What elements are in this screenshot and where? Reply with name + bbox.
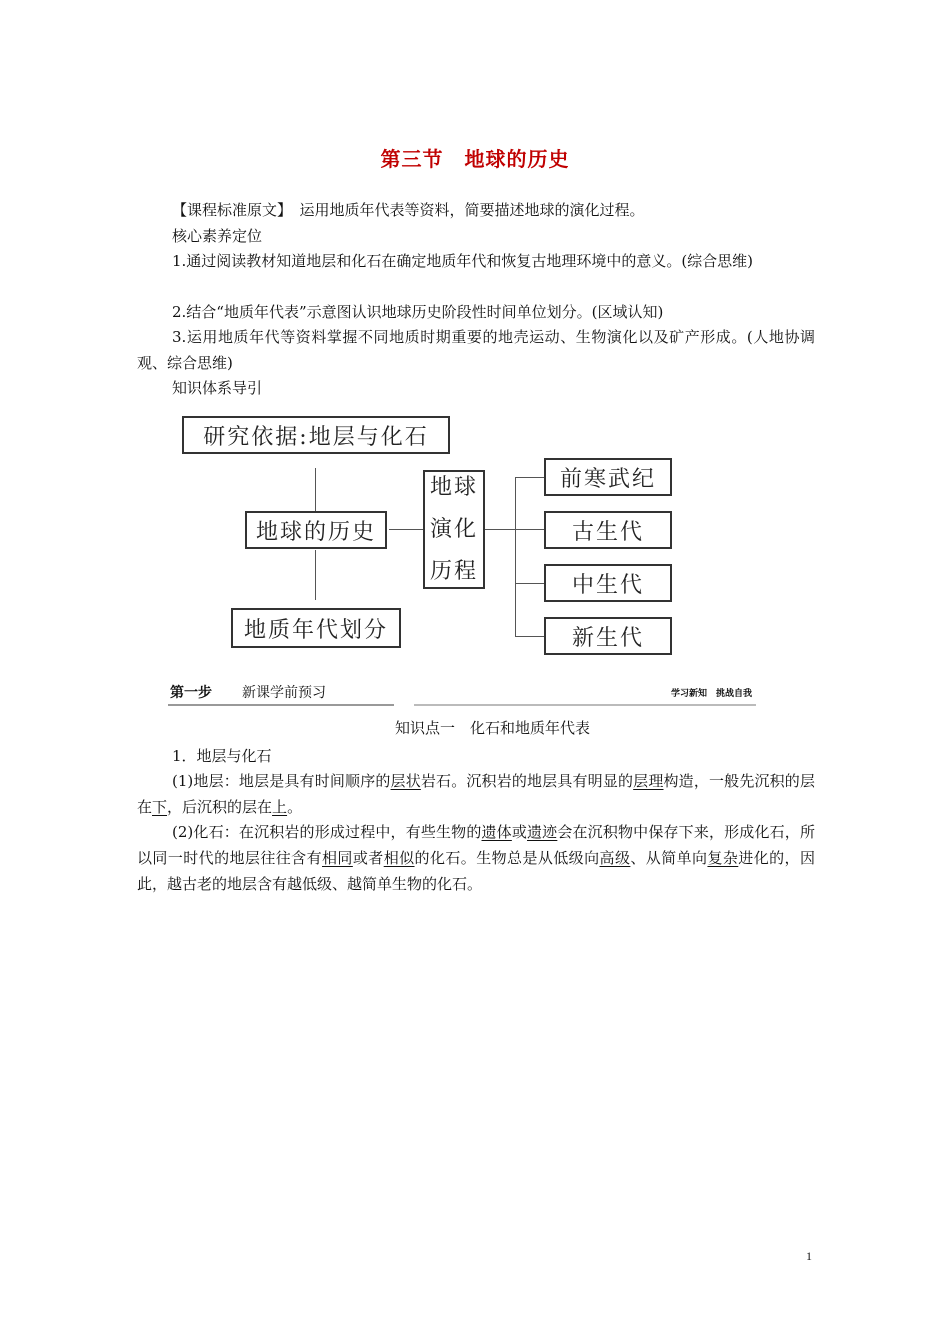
goal-item-2: 2.结合“地质年代表”示意图认识地球历史阶段性时间单位划分。(区域认知) <box>172 303 664 321</box>
section-title: 知识点一 化石和地质年代表 <box>394 719 590 737</box>
diagram-connector <box>315 468 316 514</box>
diagram-process-box <box>423 470 485 589</box>
diagram-division-box: 地质年代划分 <box>231 608 401 648</box>
diagram-center-box: 地球的历史 <box>245 511 387 549</box>
text-run: 进化的，因此，越古老的地层含有越低级、越简单生物的化石。 <box>137 849 815 893</box>
process-line-1: 地球 <box>429 474 478 500</box>
text-run: (2)化石：在沉积岩的形成过程中，有些生物的 <box>172 823 482 841</box>
text-run: 或者 <box>352 849 384 867</box>
diagram-connector <box>485 529 515 530</box>
step-tagline: 学习新知 挑战自我 <box>670 689 752 699</box>
diagram-connector <box>315 550 316 600</box>
diagram-connector <box>515 636 544 637</box>
text-run: 岩石。沉积岩的地层具有明显的 <box>420 772 634 790</box>
answer-blank: 相同 <box>322 849 353 867</box>
goal-item-1: 1.通过阅读教材知道地层和化石在确定地质年代和恢复古地理环境中的意义。(综合思维) <box>172 252 754 270</box>
step-banner-right <box>414 680 756 706</box>
era-box-paleozoic: 古生代 <box>544 511 672 549</box>
diagram-connector <box>515 529 544 530</box>
text-run: 。 <box>287 798 303 816</box>
era-box-mesozoic: 中生代 <box>544 564 672 602</box>
process-line-2: 演化 <box>429 516 478 542</box>
answer-blank: 相似 <box>383 849 415 867</box>
text-run: (1)地层：地层是具有时间顺序的 <box>172 772 391 790</box>
answer-blank: 遗体 <box>481 823 512 841</box>
standard-text: 运用地质年代表等资料，简要描述地球的演化过程。 <box>284 201 645 219</box>
answer-blank: 复杂 <box>707 849 739 867</box>
text-run: 、从简单向 <box>630 849 708 867</box>
knowledge-diagram <box>178 408 678 658</box>
step-banner <box>168 680 756 706</box>
page-title: 第三节 地球的历史 <box>380 147 570 171</box>
answer-blank: 下 <box>152 798 168 816</box>
step-name: 新课学前预习 <box>242 685 326 701</box>
standard-label: 【课程标准原文】 <box>172 201 285 219</box>
diagram-connector <box>515 583 544 584</box>
step-label: 第一步 <box>170 685 212 701</box>
diagram-bracket <box>515 477 516 636</box>
answer-blank: 上 <box>272 798 288 816</box>
text-run: 构造，一般先沉积的层在 <box>137 772 815 816</box>
paragraph-fossils <box>137 819 815 897</box>
answer-blank: 层状 <box>390 772 421 790</box>
text-run: 的化石。生物总是从低级向 <box>414 849 600 867</box>
era-box-cenozoic: 新生代 <box>544 617 672 655</box>
core-literacy-heading: 核心素养定位 <box>172 227 263 245</box>
answer-blank: 层理 <box>633 772 664 790</box>
curriculum-standard <box>137 197 815 223</box>
answer-blank: 遗迹 <box>527 823 558 841</box>
knowledge-system-heading: 知识体系导引 <box>172 379 263 397</box>
paragraph-strata <box>137 768 815 820</box>
text-run: ，后沉积的层在 <box>167 798 273 816</box>
process-line-3: 历程 <box>429 558 478 584</box>
item-heading: 1．地层与化石 <box>172 747 272 765</box>
answer-blank: 高级 <box>599 849 631 867</box>
page-number: 1 <box>806 1249 812 1263</box>
era-box-precambrian: 前寒武纪 <box>544 458 672 496</box>
goal-item-3: 3.运用地质年代等资料掌握不同地质时期重要的地壳运动、生物演化以及矿产形成。(人地协调观、综合思维) <box>137 328 815 372</box>
diagram-connector <box>389 529 423 530</box>
step-banner-left <box>168 680 394 706</box>
text-run: 或 <box>511 823 528 841</box>
diagram-basis-box: 研究依据:地层与化石 <box>182 416 450 454</box>
text-run: 会在沉积物中保存下来，形成化石，所以同一时代的地层往往含有 <box>137 823 815 867</box>
diagram-connector <box>515 477 544 478</box>
